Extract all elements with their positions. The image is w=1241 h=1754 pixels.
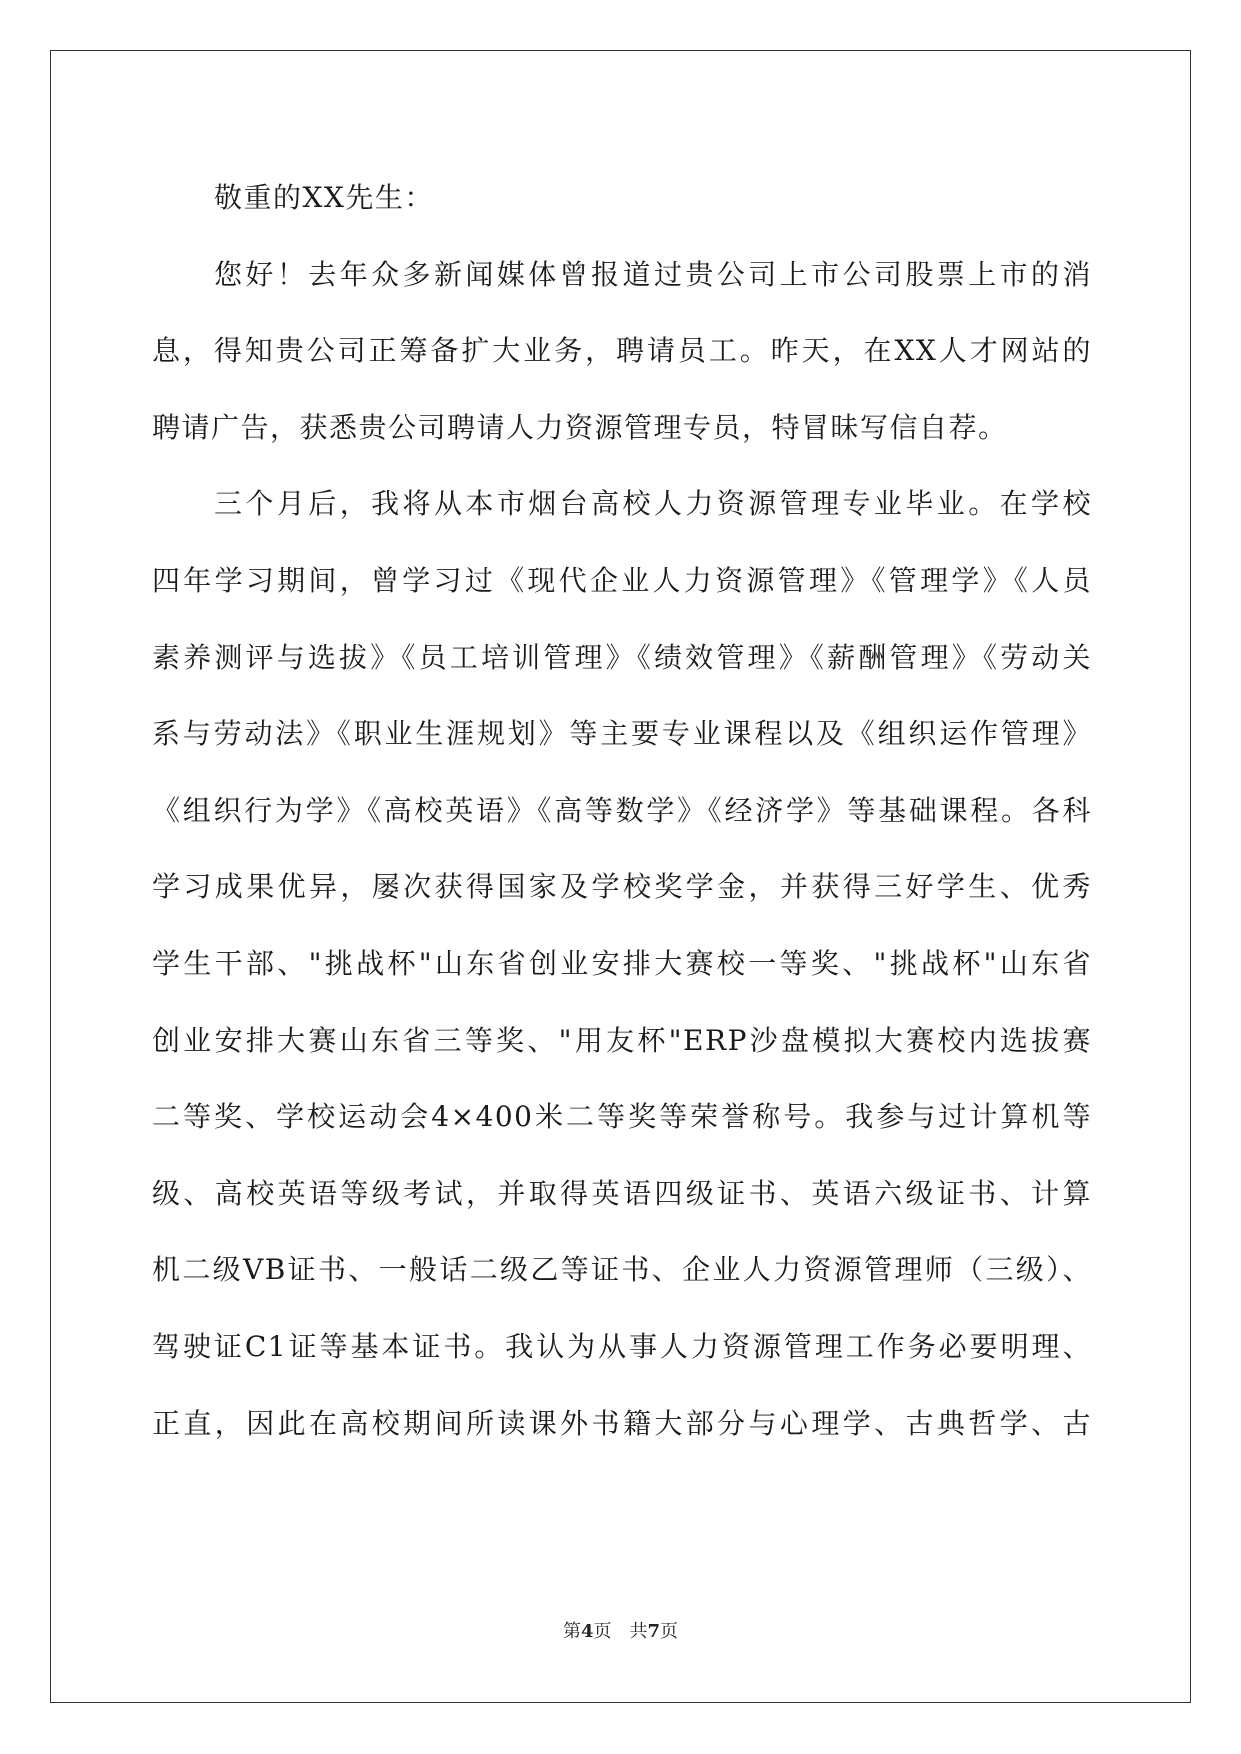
text-line: 系与劳动法》《职业生涯规划》等主要专业课程以及《组织运作管理》 bbox=[152, 717, 1092, 751]
text-line: 二等奖、学校运动会4×400米二等奖等荣誉称号。我参与过计算机等 bbox=[152, 1100, 1092, 1134]
text-line: 学生干部、"挑战杯"山东省创业安排大赛校一等奖、"挑战杯"山东省 bbox=[152, 946, 1092, 980]
salutation: 敬重的XX先生： bbox=[214, 181, 434, 214]
paragraph-1 bbox=[152, 237, 1092, 467]
text-line: 正直，因此在高校期间所读课外书籍大部分与心理学、古典哲学、古 bbox=[152, 1406, 1092, 1440]
letter-body bbox=[152, 160, 1092, 1462]
page-suffix: 页 bbox=[593, 1621, 612, 1642]
text-line: 机二级VB证书、一般话二级乙等证书、企业人力资源管理师（三级）、 bbox=[152, 1253, 1092, 1287]
text-line: 您好！去年众多新闻媒体曾报道过贵公司上市公司股票上市的消 bbox=[214, 257, 1092, 291]
paragraph-2 bbox=[152, 466, 1092, 1462]
text-line: 三个月后，我将从本市烟台高校人力资源管理专业毕业。在学校 bbox=[214, 487, 1092, 521]
text-line: 学习成果优异，屡次获得国家及学校奖学金，并获得三好学生、优秀 bbox=[152, 870, 1092, 904]
text-line: 四年学习期间，曾学习过《现代企业人力资源管理》《管理学》《人员 bbox=[152, 563, 1092, 597]
total-suffix: 页 bbox=[660, 1621, 679, 1642]
page-prefix: 第 bbox=[562, 1621, 581, 1642]
text-line: 驾驶证C1证等基本证书。我认为从事人力资源管理工作务必要明理、 bbox=[152, 1329, 1092, 1363]
total-prefix: 共 bbox=[629, 1621, 648, 1642]
page-total: 7 bbox=[647, 1621, 661, 1642]
text-line: 素养测评与选拔》《员工培训管理》《绩效管理》《薪酬管理》《劳动关 bbox=[152, 640, 1092, 674]
text-line: 创业安排大赛山东省三等奖、"用友杯"ERP沙盘模拟大赛校内选拔赛 bbox=[152, 1023, 1092, 1057]
text-line: 息，得知贵公司正筹备扩大业务，聘请员工。昨天，在XX人才网站的 bbox=[152, 334, 1092, 368]
text-line: 《组织行为学》《高校英语》《高等数学》《经济学》等基础课程。各科 bbox=[152, 793, 1092, 827]
text-line: 级、高校英语等级考试，并取得英语四级证书、英语六级证书、计算 bbox=[152, 1176, 1092, 1210]
page-current: 4 bbox=[580, 1621, 594, 1642]
page-footer bbox=[0, 1617, 1241, 1643]
text-line: 聘请广告，获悉贵公司聘请人力资源管理专员，特冒昧写信自荐。 bbox=[152, 410, 1008, 444]
